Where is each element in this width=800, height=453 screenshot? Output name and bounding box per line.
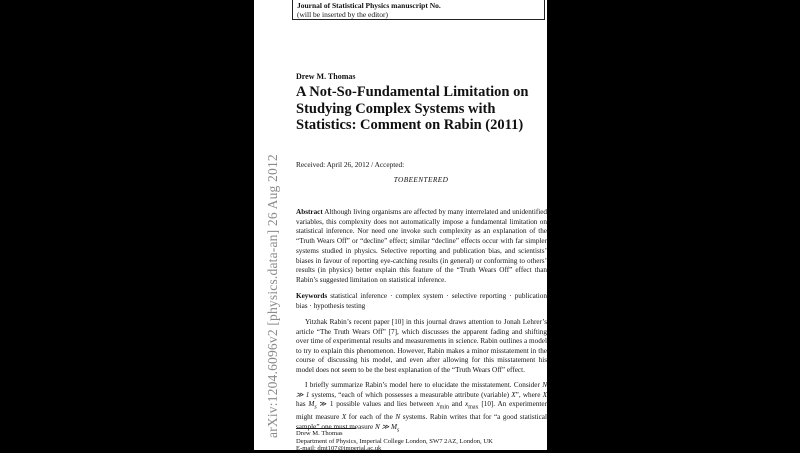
received-date: Received: April 26, 2012 / Accepted: (296, 160, 405, 169)
author-name: Drew M. Thomas (296, 72, 356, 81)
math: N ≫ M (375, 422, 397, 431)
body-text: systems, “each of which possesses a measurable attribute (variable) (309, 390, 512, 399)
footnote-rule (296, 428, 356, 429)
footnote-affiliation: Department of Physics, Imperial College London, SW7 2AZ, London, UK (296, 437, 493, 445)
body-text: has (296, 400, 309, 409)
footnote-name: Drew M. Thomas (296, 430, 343, 437)
body-text: ≫ 1 possible values and lies between (316, 400, 437, 409)
keywords-label: Keywords (296, 292, 328, 300)
body-text: [10]. An experimenter might measure (296, 400, 547, 422)
abstract-text: Although living organisms are affected by many interrelated and unidentified variables, this complexity does not automatically impose a fundamental limitation on statistical inference. Nor need one invoke such complexity as an explanation of the “Truth Wears Off” or “decline” effect; similar “decline” effects occur with far simpler systems studied in physics. Selective reporting and publication bias, and scientists’ biases in favour of reporting eye-catching results (in general) or conforming to others’ results (in physics) better explain this feature of the “Truth Wears Off” effect than Rabin’s suggested limitation on statistical inference. (296, 208, 547, 284)
body-text: ”, where (515, 390, 543, 399)
arxiv-sidebar (254, 0, 280, 450)
body-paragraph-1: Yitzhak Rabin’s recent paper [10] in this journal draws attention to Jonah Lehrer’s article “The Truth Wears Off” [7], which discusses the apparent fading and shifting over time of experimental results and measurements in science. Rabin outlines a model to try to explain this phenomenon. However, Rabin makes a minor misstatement in the course of discussing his model, and even after allowing for this misstatement his model does not seem to be the best explanation of the “Truth Wears Off” effect. (296, 318, 547, 374)
math: N ≫ 1 (296, 381, 547, 399)
keywords-text: statistical inference · complex system · selective reporting · publication bias · hypothesis testing (296, 292, 547, 310)
body-text: for each of the (346, 413, 396, 422)
math: max (468, 404, 479, 411)
math: x (464, 400, 469, 409)
accepted-placeholder: TOBEENTERED (393, 175, 449, 184)
math: s (314, 404, 317, 411)
body-text: I briefly summarize Rabin’s model here to elucidate the misstatement. Consider (305, 381, 543, 389)
math: N (395, 413, 401, 422)
math: x (436, 400, 440, 409)
math: X (511, 390, 516, 399)
keywords (296, 292, 547, 311)
journal-header-box (292, 0, 545, 20)
body-text: and (449, 400, 465, 409)
math: X (341, 413, 347, 422)
math: min (439, 404, 449, 411)
abstract-label: Abstract (296, 208, 323, 216)
arxiv-stamp: arXiv:1204.6096v2 [physics.data-an] 26 Aug 2012 (265, 154, 280, 438)
math: s (396, 427, 400, 434)
abstract (296, 208, 547, 286)
paper-title: A Not-So-Fundamental Limitation on Studying Complex Systems with Statistics: Comment on Rabin (2011) (296, 84, 529, 133)
footnote-email: E-mail: dmt107@imperial.ac.uk (296, 445, 382, 453)
math: X (542, 390, 547, 399)
journal-name: Journal of Statistical Physics manuscript No. (297, 1, 441, 10)
body-text: systems. Rabin writes that for “a good statistical sample” one must measure (296, 413, 547, 431)
journal-note: (will be inserted by the editor) (297, 10, 389, 19)
math: M (308, 400, 315, 409)
